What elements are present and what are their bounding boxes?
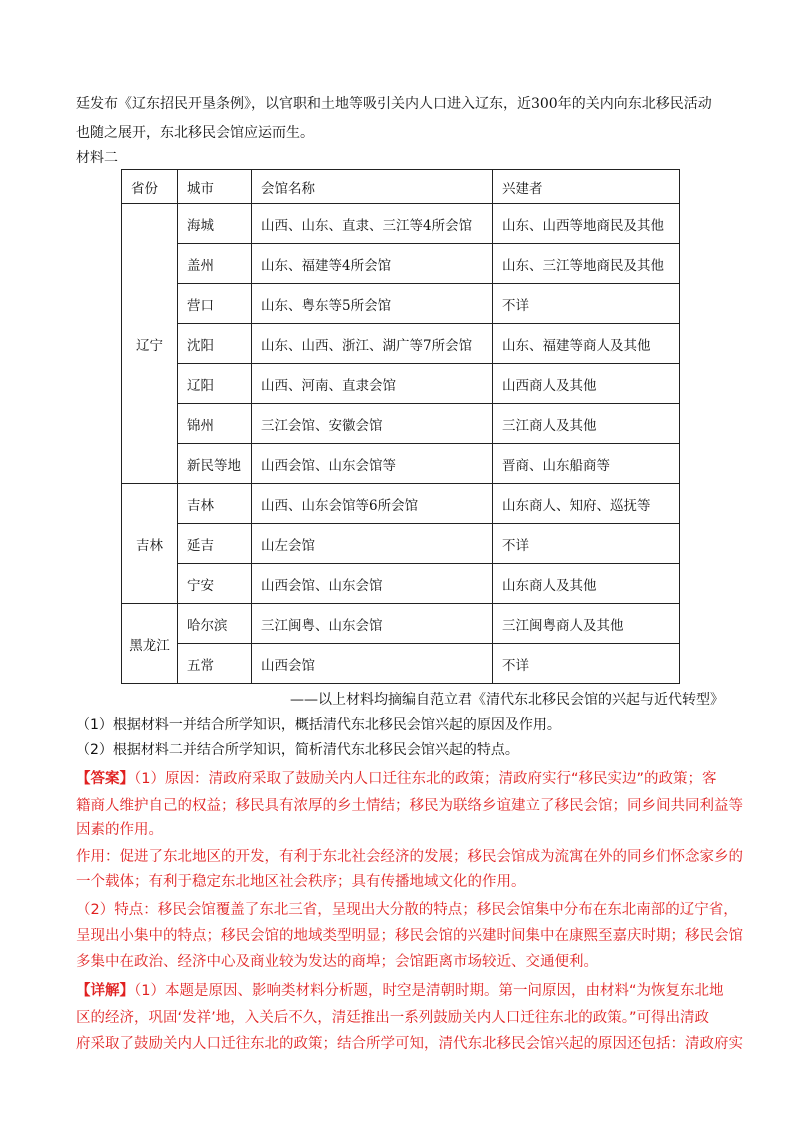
table-row [122, 244, 680, 284]
header-city: 城市 [178, 170, 252, 204]
answer-line-7: 呈现出小集中的特点；移民会馆的地域类型明显；移民会馆的兴建时间集中在康熙至嘉庆时期；移民会馆 [76, 928, 743, 944]
city-cell: 延吉 [178, 524, 252, 564]
hall-cell: 山西会馆、山东会馆等 [252, 444, 493, 484]
city-cell: 沈阳 [178, 324, 252, 364]
city-cell: 盖州 [178, 244, 252, 284]
hall-cell: 山西会馆、山东会馆 [252, 564, 493, 604]
question-2: （2）根据材料二并结合所学知识，简析清代东北移民会馆兴起的特点。 [76, 742, 519, 758]
detail-text: （1）本题是原因、影响类材料分析题，时空是清朝时期。第一问原因，由材料“为恢复东北地 [134, 983, 724, 999]
builder-cell: 山东、三江等地商民及其他 [493, 244, 680, 284]
city-cell: 营口 [178, 284, 252, 324]
city-cell: 哈尔滨 [178, 604, 252, 644]
hall-cell: 山东、福建等4所会馆 [252, 244, 493, 284]
guild-hall-table [121, 169, 680, 684]
answer-line-1 [76, 771, 717, 787]
builder-cell: 晋商、山东船商等 [493, 444, 680, 484]
table-row [122, 524, 680, 564]
table-row [122, 404, 680, 444]
hall-cell: 山东、山西、浙江、湖广等7所会馆 [252, 324, 493, 364]
hall-cell: 山西、山东会馆等6所会馆 [252, 484, 493, 524]
province-cell: 吉林 [122, 484, 178, 604]
answer-line-4: 作用：促进了东北地区的开发，有利于东北社会经济的发展；移民会馆成为流寓在外的同乡们怀念家乡的 [76, 849, 743, 865]
builder-cell: 三江商人及其他 [493, 404, 680, 444]
answer-line-5: 一个载体；有利于稳定东北地区社会秩序；具有传播地域文化的作用。 [76, 874, 526, 890]
table-row [122, 204, 680, 244]
builder-cell: 不详 [493, 284, 680, 324]
source-citation: ——以上材料均摘编自范立君《清代东北移民会馆的兴起与近代转型》 [290, 692, 724, 708]
table-row [122, 324, 680, 364]
table-row [122, 644, 680, 684]
hall-cell: 三江闽粤、山东会馆 [252, 604, 493, 644]
city-cell: 五常 [178, 644, 252, 684]
province-cell: 黑龙江 [122, 604, 178, 684]
city-cell: 辽阳 [178, 364, 252, 404]
builder-cell: 不详 [493, 644, 680, 684]
table-row [122, 284, 680, 324]
hall-cell: 三江会馆、安徽会馆 [252, 404, 493, 444]
table-row [122, 564, 680, 604]
table-header-row [122, 170, 680, 204]
builder-cell: 山东商人、知府、巡抚等 [493, 484, 680, 524]
province-cell: 辽宁 [122, 204, 178, 484]
table-row [122, 364, 680, 404]
builder-cell: 不详 [493, 524, 680, 564]
hall-cell: 山西会馆 [252, 644, 493, 684]
detail-line-2: 区的经济，巩固‘发祥’地，入关后不久，清廷推出一系列鼓励关内人口迁往东北的政策。”可得出清政 [76, 1010, 709, 1026]
table-row [122, 604, 680, 644]
answer-line-6: （2）特点：移民会馆覆盖了东北三省，呈现出大分散的特点；移民会馆集中分布在东北南部的辽宁省， [76, 902, 738, 918]
hall-cell: 山左会馆 [252, 524, 493, 564]
answer-tag: 【答案】 [76, 771, 134, 787]
city-cell: 海城 [178, 204, 252, 244]
answer-text: （1）原因：清政府采取了鼓励关内人口迁往东北的政策；清政府实行“移民实边”的政策；客 [134, 771, 717, 787]
city-cell: 吉林 [178, 484, 252, 524]
builder-cell: 山东、福建等商人及其他 [493, 324, 680, 364]
answer-line-2: 籍商人维护自己的权益；移民具有浓厚的乡土情结；移民为联络乡谊建立了移民会馆；同乡间共同利益等 [76, 798, 743, 814]
question-1: （1）根据材料一并结合所学知识，概括清代东北移民会馆兴起的原因及作用。 [76, 717, 561, 733]
hall-cell: 山西、河南、直隶会馆 [252, 364, 493, 404]
detail-line-3: 府采取了鼓励关内人口迁往东北的政策；结合所学可知，清代东北移民会馆兴起的原因还包括：清政府实 [76, 1036, 743, 1052]
hall-cell: 山西、山东、直隶、三江等4所会馆 [252, 204, 493, 244]
builder-cell: 山西商人及其他 [493, 364, 680, 404]
intro-line-2: 也随之展开，东北移民会馆应运而生。 [76, 125, 314, 141]
builder-cell: 山东商人及其他 [493, 564, 680, 604]
builder-cell: 三江闽粤商人及其他 [493, 604, 680, 644]
header-hall-name: 会馆名称 [252, 170, 493, 204]
table-row [122, 444, 680, 484]
intro-line-1: 廷发布《辽东招民开垦条例》，以官职和土地等吸引关内人口进入辽东，近300年的关内向东北移民活动 [76, 96, 712, 112]
answer-line-8: 多集中在政治、经济中心及商业较为发达的商埠；会馆距离市场较近、交通便利。 [76, 954, 598, 970]
header-builder: 兴建者 [493, 170, 680, 204]
table-row [122, 484, 680, 524]
material-label: 材料二 [76, 150, 118, 166]
detail-tag: 【详解】 [76, 983, 134, 999]
detail-line-1 [76, 983, 723, 999]
city-cell: 锦州 [178, 404, 252, 444]
city-cell: 宁安 [178, 564, 252, 604]
city-cell: 新民等地 [178, 444, 252, 484]
hall-cell: 山东、粤东等5所会馆 [252, 284, 493, 324]
header-province: 省份 [122, 170, 178, 204]
answer-line-3: 因素的作用。 [76, 822, 163, 838]
builder-cell: 山东、山西等地商民及其他 [493, 204, 680, 244]
